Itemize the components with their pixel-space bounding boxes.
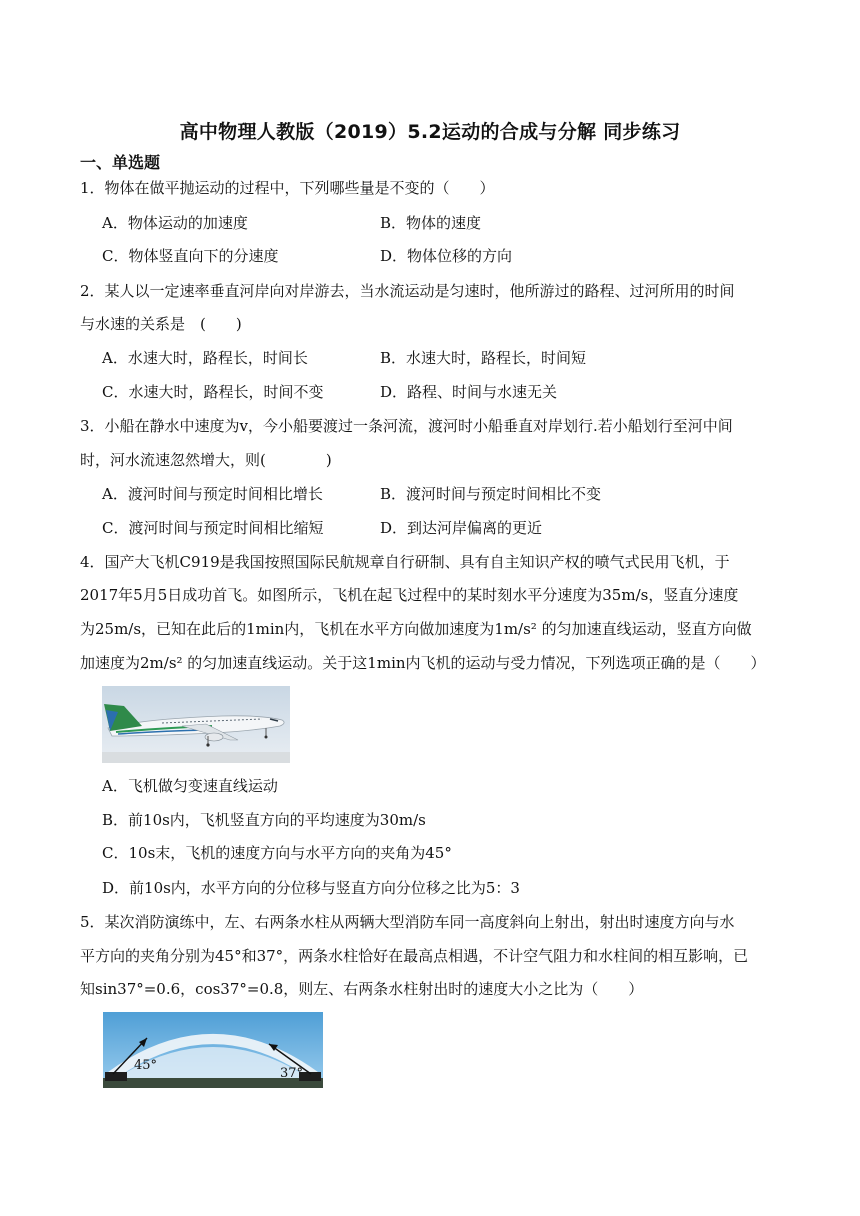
q3-option-d: D．到达河岸偏离的更近	[380, 519, 543, 537]
q1-option-d: D．物体位移的方向	[380, 247, 513, 265]
section-heading: 一、单选题	[80, 153, 161, 172]
question-4-stem-line-4: 加速度为2m/s² 的匀加速直线运动。关于这1min内飞机的运动与受力情况，下列选项正确的是（ ）	[80, 654, 766, 672]
q1-option-b: B．物体的速度	[380, 214, 482, 232]
question-5-stem-line-2: 平方向的夹角分别为45°和37°，两条水柱恰好在最高点相遇，不计空气阻力和水柱间的相互影响，已	[80, 947, 749, 965]
q4-option-c: C．10s末，飞机的速度方向与水平方向的夹角为45°	[102, 844, 452, 862]
q3-option-b: B．渡河时间与预定时间相比不变	[380, 485, 602, 503]
question-5-stem-line-1: 5．某次消防演练中，左、右两条水柱从两辆大型消防车同一高度斜向上射出，射出时速度方向与水	[80, 913, 735, 931]
left-angle-label: 45°	[134, 1058, 158, 1073]
question-2-stem-line-2: 与水速的关系是 ( )	[80, 315, 242, 333]
right-angle-label: 37°	[280, 1066, 304, 1081]
airplane-c919-image	[102, 686, 290, 763]
q2-option-c: C．水速大时，路程长，时间不变	[102, 383, 324, 401]
question-4-stem-line-3: 为25m/s，已知在此后的1min内，飞机在水平方向做加速度为1m/s² 的匀加速直线运动，竖直方向做	[80, 620, 752, 638]
question-3-stem-line-1: 3．小船在静水中速度为v，今小船要渡过一条河流，渡河时小船垂直对岸划行.若小船划行至河中间	[80, 417, 733, 435]
question-4-stem-line-1: 4．国产大飞机C919是我国按照国际民航规章自行研制、具有自主知识产权的喷气式民用飞机，于	[80, 553, 730, 571]
fire-water-columns-image	[103, 1012, 323, 1088]
q3-option-a: A．渡河时间与预定时间相比增长	[102, 485, 323, 503]
q1-option-c: C．物体竖直向下的分速度	[102, 247, 279, 265]
question-5-stem-line-3: 知sin37°=0.6，cos37°=0.8，则左、右两条水柱射出时的速度大小之比为（ ）	[80, 980, 644, 998]
question-4-stem-line-2: 2017年5月5日成功首飞。如图所示，飞机在起飞过程中的某时刻水平分速度为35m/s，竖直分速度	[80, 586, 739, 604]
q4-option-a: A．飞机做匀变速直线运动	[102, 777, 278, 795]
question-2-stem-line-1: 2．某人以一定速率垂直河岸向对岸游去，当水流运动是匀速时，他所游过的路程、过河所用的时间	[80, 282, 735, 300]
question-1-stem: 1．物体在做平抛运动的过程中，下列哪些量是不变的（ ）	[80, 179, 495, 197]
q1-option-a: A．物体运动的加速度	[102, 214, 248, 232]
page-title: 高中物理人教版（2019）5.2运动的合成与分解 同步练习	[179, 121, 681, 143]
question-3-stem-line-2: 时，河水流速忽然增大，则( )	[80, 451, 332, 469]
q2-option-a: A．水速大时，路程长，时间长	[102, 349, 308, 367]
q3-option-c: C．渡河时间与预定时间相比缩短	[102, 519, 324, 537]
q4-option-b: B．前10s内，飞机竖直方向的平均速度为30m/s	[102, 811, 426, 829]
q2-option-b: B．水速大时，路程长，时间短	[380, 349, 587, 367]
q2-option-d: D．路程、时间与水速无关	[380, 383, 558, 401]
q4-option-d: D．前10s内，水平方向的分位移与竖直方向分位移之比为5：3	[102, 879, 520, 897]
